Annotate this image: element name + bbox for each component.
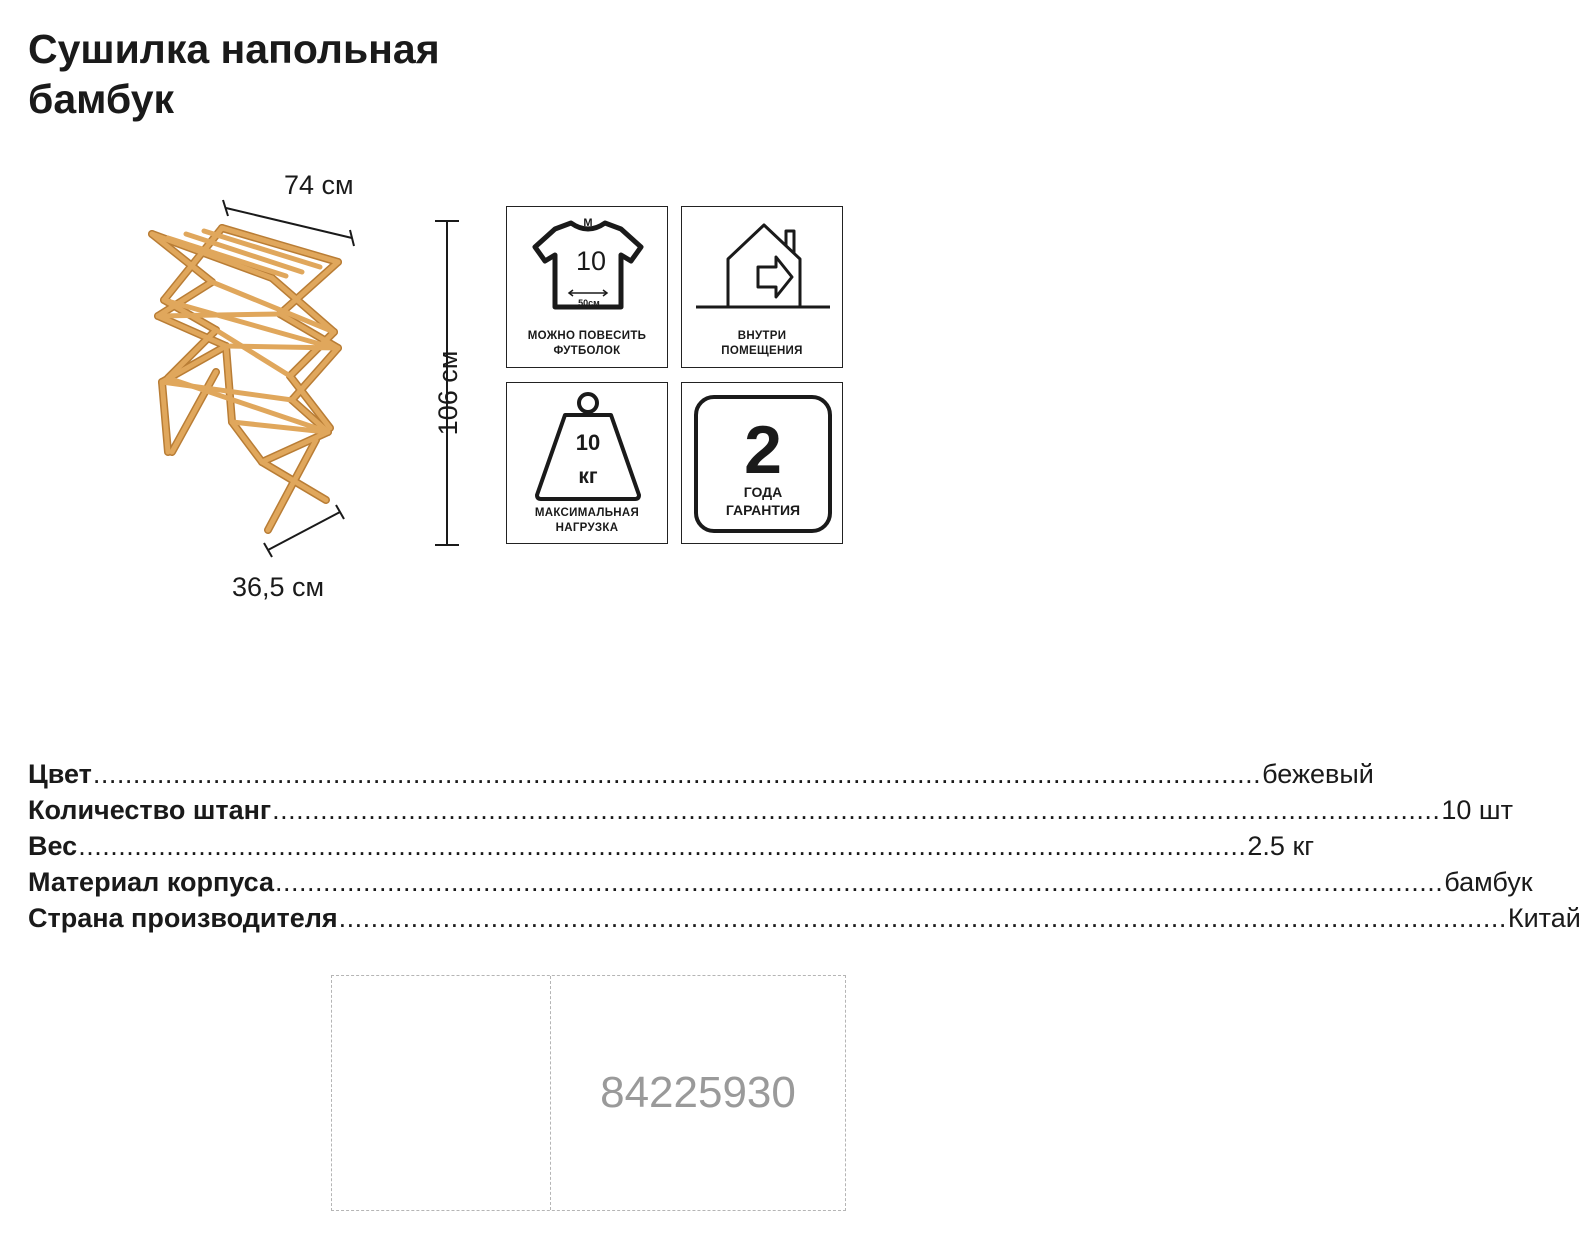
article-code: 84225930: [600, 1068, 796, 1117]
badge-load-caption-2: НАГРУЗКА: [555, 522, 619, 534]
spec-label: Цвет: [28, 759, 92, 789]
width-dimension-label: 74 см: [284, 170, 354, 200]
badge-load-caption-1: МАКСИМАЛЬНАЯ: [534, 507, 640, 519]
badge-load: [506, 382, 668, 544]
depth-dimension-label: 36,5 см: [232, 572, 325, 602]
spec-value: 2.5 кг: [1247, 831, 1315, 861]
warranty-badge-icon: [682, 383, 844, 545]
spec-value: Китай: [1507, 903, 1581, 933]
spec-row-color: [28, 756, 1374, 792]
shirt-count: 10: [575, 246, 607, 276]
load-value: 10: [575, 430, 601, 455]
spec-leader-dots: ..................................................................................................................................................: [338, 903, 1507, 933]
title-line-2: бамбук: [28, 76, 175, 122]
spec-leader-dots: ..................................................................................................................................................: [78, 831, 1247, 861]
warranty-line-2: ГАРАНТИЯ: [725, 502, 801, 518]
spec-value: бамбук: [1444, 867, 1533, 897]
badge-indoor-caption-2: ПОМЕЩЕНИЯ: [721, 345, 803, 357]
spec-value: бежевый: [1262, 759, 1374, 789]
spec-row-country: [28, 900, 1581, 936]
drying-rack-image: [140, 160, 370, 560]
badge-indoor-caption-1: ВНУТРИ: [737, 330, 787, 342]
height-dimension-label: 106 см: [433, 350, 463, 436]
spec-list: [28, 756, 1581, 936]
load-unit: кг: [578, 465, 598, 488]
spec-leader-dots: ..................................................................................................................................................: [272, 795, 1441, 825]
page-title: [28, 24, 628, 124]
code-box-divider: [550, 976, 551, 1210]
badge-shirts: [506, 206, 668, 368]
spec-label: Вес: [28, 831, 78, 861]
badge-indoor: [681, 206, 843, 368]
spec-label: Материал корпуса: [28, 867, 274, 897]
badge-shirts-caption-2: ФУТБОЛОК: [553, 345, 621, 357]
spec-label: Количество штанг: [28, 795, 272, 825]
spec-label: Страна производителя: [28, 903, 338, 933]
spec-leader-dots: ..................................................................................................................................................: [92, 759, 1262, 789]
spec-row-bars: [28, 792, 1513, 828]
spec-row-material: [28, 864, 1533, 900]
badge-warranty: [681, 382, 843, 544]
shirt-measure: 50см: [578, 298, 600, 308]
spec-row-weight: [28, 828, 1315, 864]
spec-leader-dots: ..................................................................................................................................................: [275, 867, 1444, 897]
badge-shirts-caption-1: МОЖНО ПОВЕСИТЬ: [527, 330, 647, 342]
warranty-years: 2: [744, 412, 782, 488]
warranty-line-1: ГОДА: [743, 484, 783, 500]
shirt-size-letter: M: [583, 217, 593, 229]
spec-value: 10 шт: [1441, 795, 1513, 825]
title-line-1: Сушилка напольная: [28, 26, 440, 72]
article-code-box: [331, 975, 846, 1211]
